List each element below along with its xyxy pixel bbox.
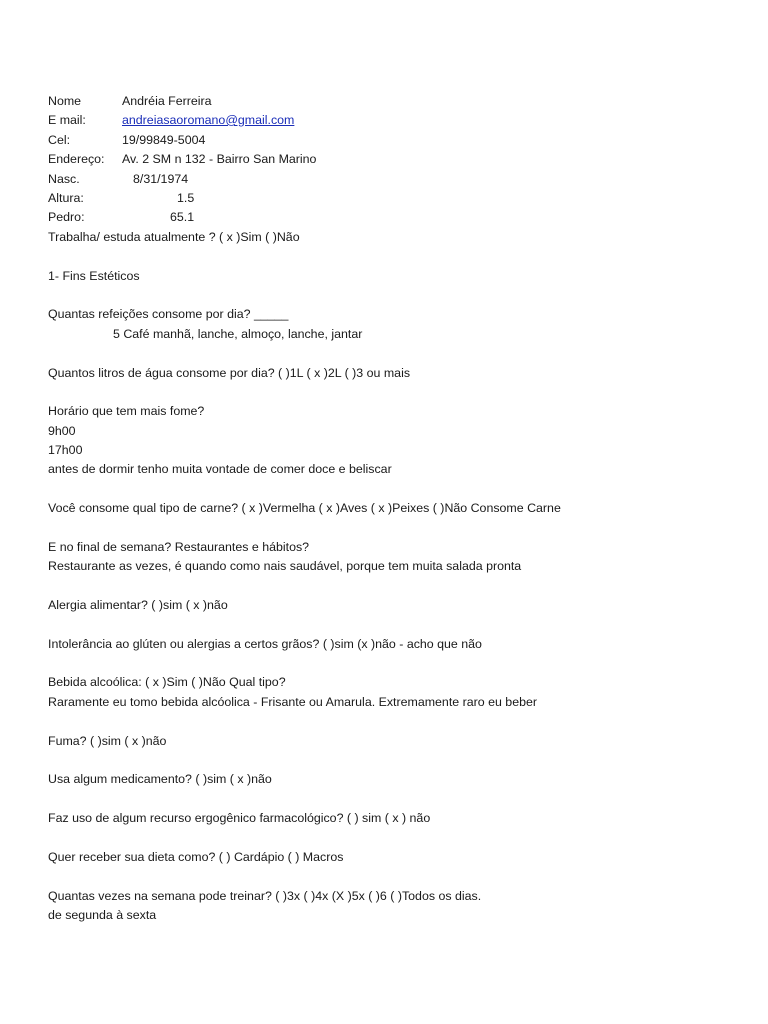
cel-value: 19/99849-5004 xyxy=(122,133,206,147)
fuma-question: Fuma? ( )sim ( x )não xyxy=(48,734,167,748)
bebida-answer: Raramente eu tomo bebida alcóolica - Frisante ou Amarula. Extremamente raro eu beber xyxy=(48,695,537,709)
nasc-value: 8/31/1974 xyxy=(133,172,189,186)
refeicoes-answer: 5 Café manhã, lanche, almoço, lanche, jantar xyxy=(113,327,363,341)
treino-answer: de segunda à sexta xyxy=(48,908,157,922)
altura-label: Altura: xyxy=(48,191,84,205)
email-label: E mail: xyxy=(48,113,86,127)
agua-question: Quantos litros de água consome por dia? ( )1L ( x )2L ( )3 ou mais xyxy=(48,366,411,380)
dieta-question: Quer receber sua dieta como? ( ) Cardápio ( ) Macros xyxy=(48,850,344,864)
fome-answer-2: 17h00 xyxy=(48,443,83,457)
gluten-question: Intolerância ao glúten ou alergias a certos grãos? ( )sim (x )não - acho que não xyxy=(48,637,482,651)
objetivo-text: 1- Fins Estéticos xyxy=(48,269,140,283)
altura-value: 1.5 xyxy=(177,191,195,205)
medicamento-question: Usa algum medicamento? ( )sim ( x )não xyxy=(48,772,272,786)
nome-value: Andréia Ferreira xyxy=(122,94,212,108)
endereco-value: Av. 2 SM n 132 - Bairro San Marino xyxy=(122,152,317,166)
alergia-question: Alergia alimentar? ( )sim ( x )não xyxy=(48,598,228,612)
peso-value: 65.1 xyxy=(170,210,195,224)
cel-label: Cel: xyxy=(48,133,71,147)
fome-question: Horário que tem mais fome? xyxy=(48,404,205,418)
nasc-label: Nasc. xyxy=(48,172,80,186)
fds-answer: Restaurante as vezes, é quando como nais saudável, porque tem muita salada pronta xyxy=(48,559,522,573)
fds-question: E no final de semana? Restaurantes e hábitos? xyxy=(48,540,310,554)
treino-question: Quantas vezes na semana pode treinar? ( )3x ( )4x (X )5x ( )6 ( )Todos os dias. xyxy=(48,889,482,903)
carne-question: Você consome qual tipo de carne? ( x )Vermelha ( x )Aves ( x )Peixes ( )Não Consome Carne xyxy=(48,501,561,515)
fome-answer-3: antes de dormir tenho muita vontade de comer doce e beliscar xyxy=(48,462,392,476)
bebida-question: Bebida alcoólica: ( x )Sim ( )Não Qual tipo? xyxy=(48,675,286,689)
nome-label: Nome xyxy=(48,94,82,108)
fome-answer-1: 9h00 xyxy=(48,424,76,438)
trabalha-question: Trabalha/ estuda atualmente ? ( x )Sim ( )Não xyxy=(48,230,300,244)
email-link[interactable]: andreiasaoromano@gmail.com xyxy=(122,113,295,127)
ergogenico-question: Faz uso de algum recurso ergogênico farmacológico? ( ) sim ( x ) não xyxy=(48,811,431,825)
peso-label: Pedro: xyxy=(48,210,85,224)
refeicoes-question: Quantas refeições consome por dia? _____ xyxy=(48,307,289,321)
endereco-label: Endereço: xyxy=(48,152,105,166)
